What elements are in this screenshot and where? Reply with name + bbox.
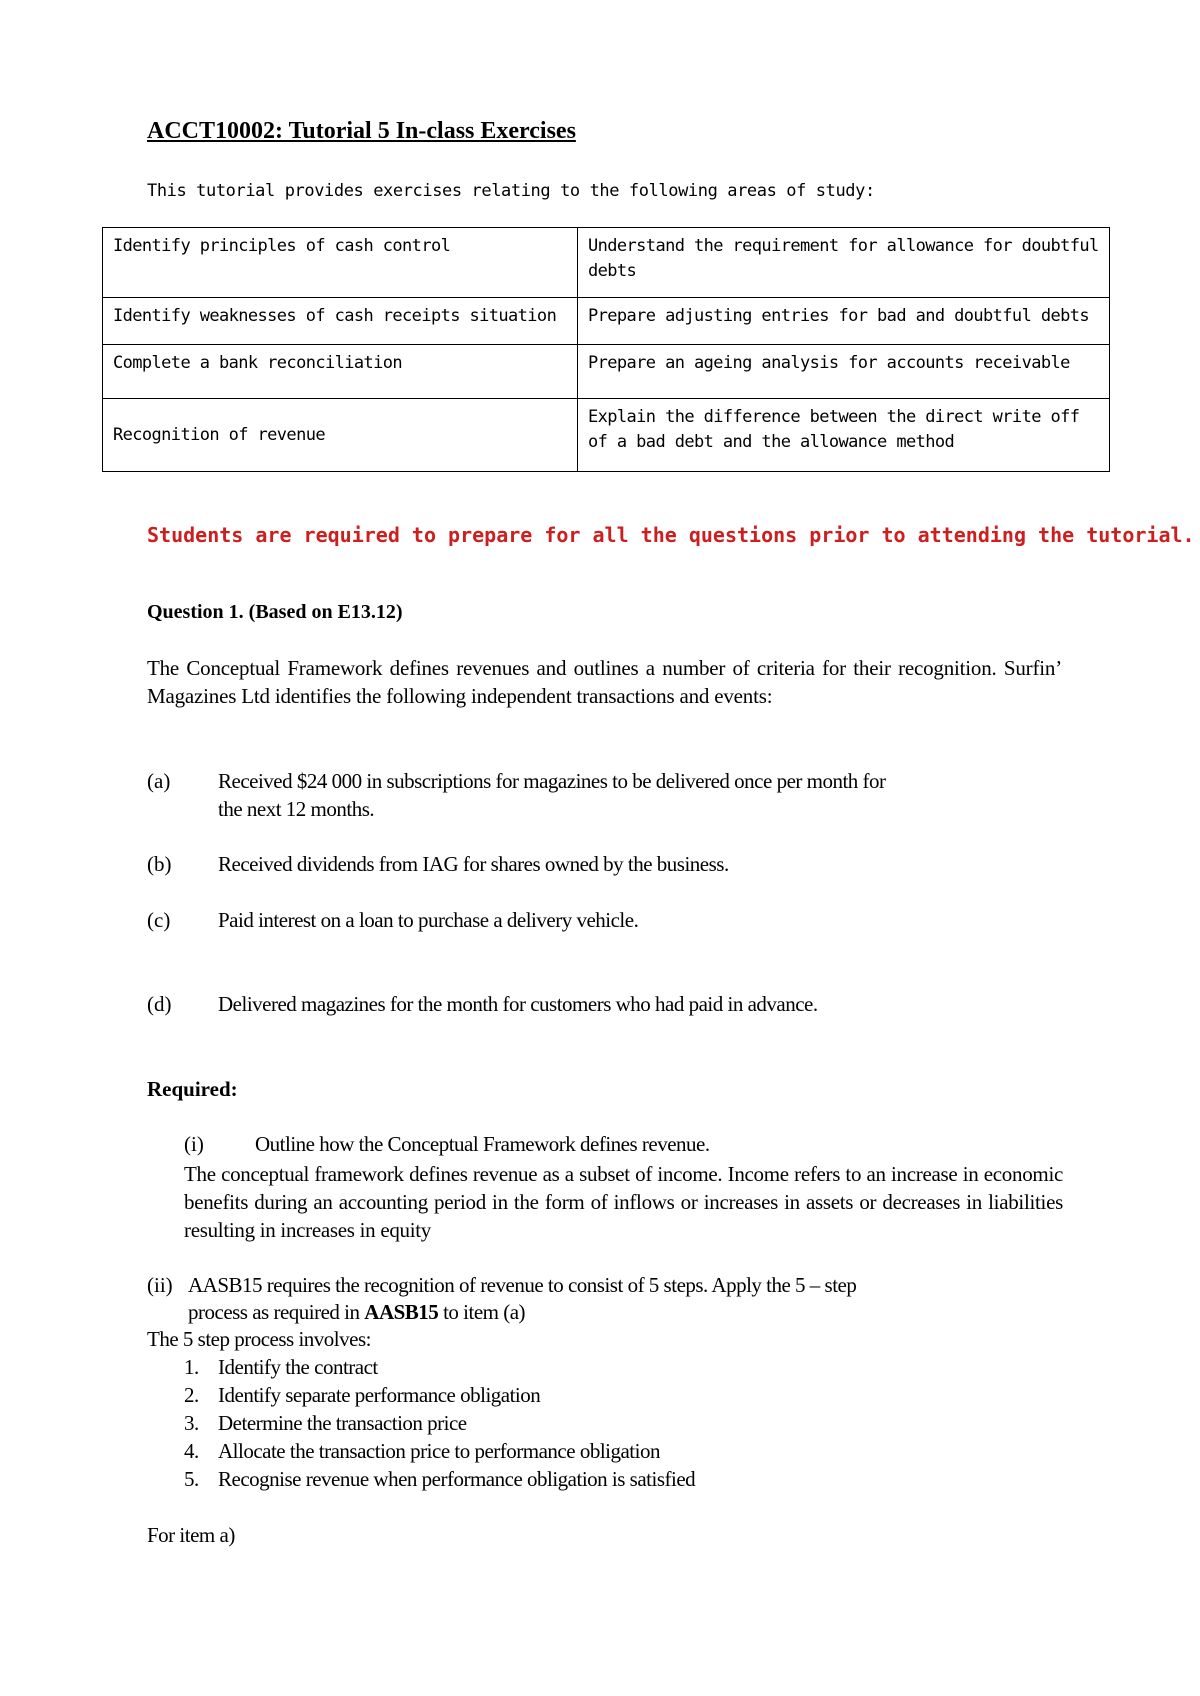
table-cell: Understand the requirement for allowance for doubtful debts bbox=[578, 228, 1110, 298]
step-text: Recognise revenue when performance obligation is satisfied bbox=[218, 1467, 696, 1491]
table-row bbox=[103, 228, 1110, 298]
question-heading: Question 1. (Based on E13.12) bbox=[147, 601, 403, 623]
step-number: 2. bbox=[184, 1383, 199, 1407]
item-text: Delivered magazines for the month for customers who had paid in advance. bbox=[218, 992, 818, 1016]
step-number: 5. bbox=[184, 1467, 199, 1491]
step-text: Identify separate performance obligation bbox=[218, 1383, 541, 1407]
revenue-definition-answer: The conceptual framework defines revenue as a subset of income. Income refers to an increase in economic benefits during an accounting period in the form of inflows or increases in assets or decreases in liabilities resulting in increases in equity bbox=[184, 1162, 1063, 1242]
question-body: The Conceptual Framework defines revenues and outlines a number of criteria for their recognition. Surfin’ Magazines Ltd identifies the following independent transactions and events: bbox=[147, 656, 1062, 708]
table-cell: Identify weaknesses of cash receipts situation bbox=[103, 298, 578, 345]
part-label: (ii) bbox=[147, 1273, 173, 1297]
part-text: AASB15 requires the recognition of revenue to consist of 5 steps. Apply the 5 – step bbox=[188, 1273, 857, 1297]
for-item-label: For item a) bbox=[147, 1523, 235, 1547]
part-text-segment: process as required in bbox=[188, 1300, 365, 1324]
table-cell: Complete a bank reconciliation bbox=[103, 345, 578, 399]
item-label: (a) bbox=[147, 769, 171, 793]
step-text: Identify the contract bbox=[218, 1355, 378, 1379]
table-cell: Explain the difference between the direct write off of a bad debt and the allowance method bbox=[578, 399, 1110, 472]
table-row bbox=[103, 298, 1110, 345]
objectives-table bbox=[102, 227, 1110, 472]
step-text: Determine the transaction price bbox=[218, 1411, 467, 1435]
item-label: (b) bbox=[147, 852, 172, 876]
process-intro: The 5 step process involves: bbox=[147, 1327, 371, 1351]
item-label: (d) bbox=[147, 992, 172, 1016]
standard-reference: AASB15 bbox=[364, 1300, 439, 1324]
table-row bbox=[103, 345, 1110, 399]
intro-text: This tutorial provides exercises relating to the following areas of study: bbox=[147, 181, 875, 201]
table-cell: Recognition of revenue bbox=[103, 399, 578, 472]
item-text: the next 12 months. bbox=[218, 797, 375, 821]
table-cell: Prepare an ageing analysis for accounts receivable bbox=[578, 345, 1110, 399]
step-number: 3. bbox=[184, 1411, 199, 1435]
required-heading: Required: bbox=[147, 1077, 238, 1101]
part-text: Outline how the Conceptual Framework defines revenue. bbox=[255, 1132, 710, 1156]
step-number: 1. bbox=[184, 1355, 199, 1379]
step-number: 4. bbox=[184, 1439, 199, 1463]
item-label: (c) bbox=[147, 908, 171, 932]
item-text: Received $24 000 in subscriptions for magazines to be delivered once per month for bbox=[218, 769, 886, 793]
table-cell: Prepare adjusting entries for bad and doubtful debts bbox=[578, 298, 1110, 345]
part-label: (i) bbox=[184, 1132, 204, 1156]
preparation-notice: Students are required to prepare for all the questions prior to attending the tutorial. bbox=[147, 523, 1195, 547]
part-text-line bbox=[188, 1300, 525, 1325]
item-text: Received dividends from IAG for shares owned by the business. bbox=[218, 852, 729, 876]
page-title: ACCT10002: Tutorial 5 In-class Exercises bbox=[147, 118, 576, 144]
part-text-segment: to item (a) bbox=[438, 1300, 526, 1324]
item-text: Paid interest on a loan to purchase a delivery vehicle. bbox=[218, 908, 639, 932]
table-row bbox=[103, 399, 1110, 472]
table-cell: Identify principles of cash control bbox=[103, 228, 578, 298]
step-text: Allocate the transaction price to performance obligation bbox=[218, 1439, 660, 1463]
